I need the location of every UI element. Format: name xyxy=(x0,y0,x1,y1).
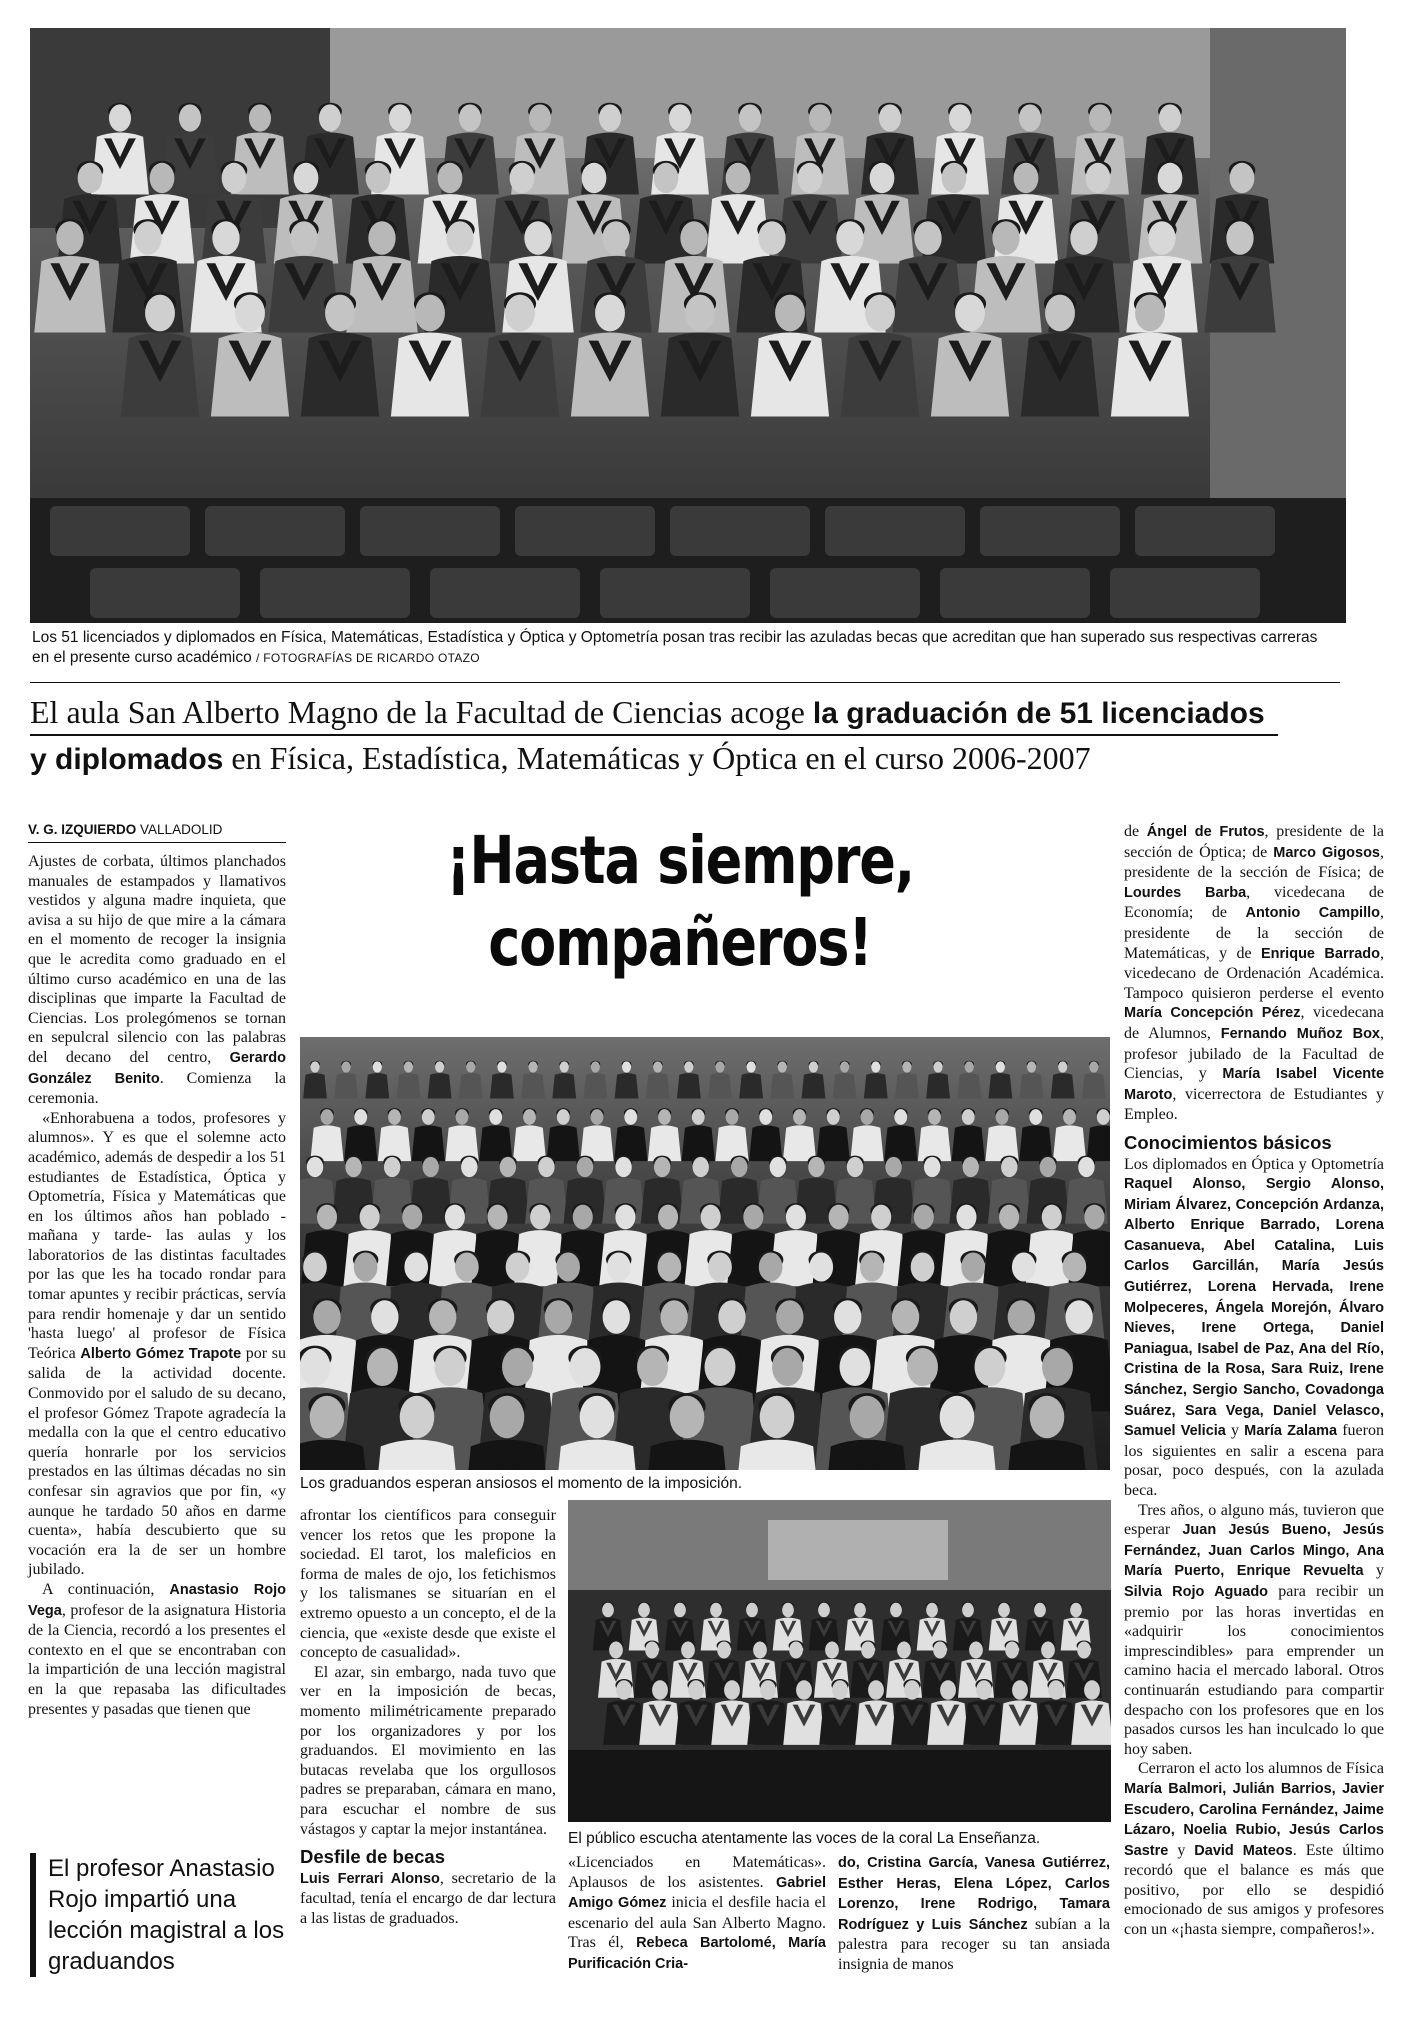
text: , vicerrectora de Estudiantes y Empleo. xyxy=(1124,1085,1384,1124)
col1-p3-text-a: A continuación, xyxy=(42,1580,170,1598)
byline-author: V. G. IZQUIERDO xyxy=(28,822,137,837)
col1-p2-text-a: «Enhorabuena a todos, profesores y alumnos». Y es que el solemne acto académico, además de despedir a los 51 estudiantes de Estadística, Óptica y Optometría, Física y Matemáticas que en los últimos años han poblado -mañana y tarde- las aulas y los laboratorios de las distintas facultades por las que les ha tocado rondar para tomar apuntes y recibir prácticas, servía para rendir homenaje y dar un sentido 'hasta luego' al profesor de Física Teórica xyxy=(28,1109,286,1362)
person-name: Marco Gigosos xyxy=(1273,844,1380,861)
person-names: Juan Jesús Bueno, Jesús Fernández, Juan Carlos Mingo, Ana María Puerto, Enrique Revuelta xyxy=(1124,1522,1385,1580)
photo-credit: / FOTOGRAFÍAS DE RICARDO OTAZO xyxy=(256,651,480,665)
col1-paragraph-2 xyxy=(28,1109,286,1580)
person-names: Rebeca Bartolomé, María Purificación Cria- xyxy=(568,1935,826,1972)
text: Los diplomados en Óptica y Optometría xyxy=(1124,1155,1384,1173)
person-name: María Isabel Vicente Maroto xyxy=(1124,1066,1385,1103)
col1-p1-text-a: Ajustes de corbata, últimos planchados manuales de estampados y llamativos vestidos y alguna madre inquieta, que avisa a su hijo de que mire a la cámara en el momento de recoger la insignia que le acredita como graduado en el último curso académico en una de las disciplinas que imparte la Facultad de Ciencias. Los prolegómenos se tornan en sepulcral silencio con las palabras del decano del centro, xyxy=(28,853,286,1066)
text: . Este último recordó que el balance es más que positivo, por ello se despidió emocionado de sus amigos y profesores con un «¡hasta siempre, compañeros!». xyxy=(1124,1841,1384,1939)
person-name: María Zalama xyxy=(1244,1423,1338,1440)
text: de xyxy=(1124,823,1147,840)
choir-photo xyxy=(568,1500,1111,1822)
text: y xyxy=(1225,1422,1245,1440)
col1-p3-text-b: , profesor de la asignatura Historia de la Ciencia, recordó a los presentes el contexto en el que se encontraban con la impartición de una lección magistral en la que repasaba las dificultades presentes y pasadas que tienen que xyxy=(28,1601,286,1718)
text: , presidente de la sección de Óptica; de xyxy=(1124,823,1384,861)
col2-paragraph-2: El azar, sin embargo, nada tuvo que ver en la imposición de becas, momento milimétricamente preparado por los organizadores y por los graduandos. El movimiento en las butacas revelaba que los orgullosos padres se preparaban, cámara en mano, para escuchar el nombre de sus vástagos y captar la mejor instantánea. xyxy=(300,1663,556,1838)
col4-text: subían a la palestra para recoger su tan ansiada insignia de manos xyxy=(838,1915,1111,1973)
text: fueron los siguientes en salir a escena para posar, poco después, con la azulada beca. xyxy=(1124,1422,1384,1499)
col5-paragraph-1 xyxy=(1124,822,1384,1125)
text: , presidente de la sección de Física; de xyxy=(1124,843,1384,882)
col3-paragraph-1 xyxy=(568,1853,826,1975)
person-name: María Concepción Pérez xyxy=(1124,1005,1301,1022)
headline xyxy=(368,820,991,984)
person-name: Fernando Muñoz Box xyxy=(1220,1025,1380,1042)
person-name: Silvia Rojo Aguado xyxy=(1124,1583,1269,1600)
text: Cerraron el acto los alumnos de Física xyxy=(1138,1760,1384,1778)
deck-part2: en Física, Estadística, Matemáticas y Óptica en el curso 2006-2007 xyxy=(223,740,1091,776)
headline-line-2: compañeros! xyxy=(488,904,872,981)
person-names: do, Cristina García, Vanesa Gutiérrez, Esther Heras, Elena López, Carlos Lorenzo, Irene Rodrigo, Tamara Rodríguez y Luis Sánchez xyxy=(838,1855,1110,1933)
person-name: Luis Ferrari Alonso xyxy=(300,1870,440,1887)
article-column-4 xyxy=(838,1853,1110,1975)
person-name: Antonio Campillo xyxy=(1245,905,1381,922)
graduates-group-photo xyxy=(30,28,1346,623)
article-column-1 xyxy=(28,852,286,1719)
deck-top-rule xyxy=(30,682,1340,683)
person-names: Raquel Alonso, Sergio Alonso, Miriam Álvarez, Concepción Ardanza, Alberto Enrique Barrado, Lorena Casanueva, Abel Catalina, Luis Carlos Garcillán, María Jesús Gutiérrez, Lorena Hervada, Irene Molpeceres, Ángela Morejón, Álvaro Nieves, Irene Ortega, Daniel Paniagua, Isabel de Paz, Ana del Río, Cristina de la Rosa, Sara Ruiz, Irene Sánchez, Sergio Sancho, Covadonga Suárez, Sara Vega, Daniel Velasco, Samuel Velicia xyxy=(1124,1176,1384,1440)
top-photo-caption-text: Los 51 licenciados y diplomados en Física, Matemáticas, Estadística y Óptica y Optometría posan tras recibir las azuladas becas que acreditan que han superado sus respectivas carreras en el presente curso académico xyxy=(32,629,1318,666)
bottom-photo-caption: El público escucha atentamente las voces de la coral La Enseñanza. xyxy=(568,1830,1041,1847)
headline-line-1: ¡Hasta siempre, xyxy=(445,822,915,899)
col5-paragraph-4 xyxy=(1124,1759,1384,1939)
text: , presidente de la sección de Matemáticas, y de xyxy=(1124,904,1385,962)
deck-underline xyxy=(30,734,1278,736)
text: para recibir un premio por las horas invertidas en «adquirir los conocimientos imprescindibles» para emprender un camino hacia el mercado laboral. Otros continuarán estudiando para compartir despacho con los profesores que en los pasados cursos les han inculcado lo que hoy saben. xyxy=(1124,1582,1385,1758)
col5-paragraph-2 xyxy=(1124,1155,1384,1501)
middle-photo-caption: Los graduandos esperan ansiosos el momento de la imposición. xyxy=(300,1475,743,1492)
article-deck xyxy=(30,690,1280,782)
text: , vicedecano de Ordenación Académica. Tampoco quisieron perderse el evento xyxy=(1124,944,1385,1002)
article-column-2 xyxy=(300,1506,556,1928)
col2-paragraph-3 xyxy=(300,1869,556,1929)
top-photo-caption xyxy=(32,628,1332,668)
person-name: Enrique Barrado xyxy=(1261,945,1381,962)
person-names: María Balmori, Julián Barrios, Javier Escudero, Carolina Fernández, Jaime Lázaro, Noelia Rubio, Jesús Carlos Sastre xyxy=(1124,1780,1384,1859)
deck-bold: la graduación de 51 licenciados y diplomados xyxy=(30,697,1265,776)
col5-paragraph-3 xyxy=(1124,1501,1384,1760)
text: , vicedecana de Alumnos, xyxy=(1124,1004,1384,1042)
deck-part1: El aula San Alberto Magno de la Facultad de Ciencias acoge xyxy=(30,694,813,730)
subhead-desfile: Desfile de becas xyxy=(300,1846,445,1868)
col3-text-b: inicia el desfile hacia el escenario del aula San Alberto Magno. Tras él, xyxy=(568,1894,827,1952)
col1-p2-text-b: por su salida de la actividad docente. Conmovido por el saludo de su decano, el profesor Gómez Trapote agradecía la medalla con la que el centro educativo quería honrarle por los servicios prestados en las últimas décadas no sin confesar sin agravios que por fin, «y aunque he tardado 50 años en darme cuenta», había descubierto que su vocación era la de ser un hombre jubilado. xyxy=(28,1344,286,1579)
article-column-3 xyxy=(568,1853,826,1975)
col2-p3-text: , secretario de la facultad, tenía el encargo de dar lectura a las listas de graduados. xyxy=(300,1869,557,1927)
person-name: Gabriel Amigo Gómez xyxy=(568,1874,826,1912)
person-name: Gerardo González Benito xyxy=(28,1049,286,1087)
col1-paragraph-1 xyxy=(28,852,286,1109)
text: Tres años, o alguno más, tuvieron que esperar xyxy=(1124,1501,1384,1539)
text: , vicedecana de Economía; de xyxy=(1124,883,1384,922)
text: , profesor jubilado de la Facultad de Ciencias, y xyxy=(1124,1024,1384,1083)
person-name: Ángel de Frutos xyxy=(1146,824,1265,840)
person-name: Alberto Gómez Trapote xyxy=(80,1345,242,1362)
col1-p1-text-b: . Comienza la ceremonia. xyxy=(28,1069,286,1108)
text: y xyxy=(1363,1562,1384,1580)
col1-paragraph-3 xyxy=(28,1580,286,1719)
byline xyxy=(28,822,286,843)
person-name: Anastasio Rojo Vega xyxy=(28,1581,286,1619)
col4-paragraph-1 xyxy=(838,1853,1110,1975)
person-name: Lourdes Barba xyxy=(1124,884,1247,901)
article-column-5 xyxy=(1124,822,1384,1940)
pull-quote: El profesor Anastasio Rojo impartió una lección magistral a los graduandos xyxy=(30,1853,303,1977)
person-name: David Mateos xyxy=(1194,1842,1293,1859)
col3-text-a: «Licenciados en Matemáticas». Aplausos de los asistentes. xyxy=(568,1854,826,1891)
byline-location: VALLADOLID xyxy=(140,822,223,837)
text: y xyxy=(1168,1841,1195,1859)
col2-paragraph-1: afrontar los científicos para conseguir vencer los retos que les propone la sociedad. El tarot, los maleficios en forma de males de ojo, los fetichismos y los talismanes se situarían en el extremo opuesto a un concepto, el de la ciencia, que «existe desde que existe el concepto de casualidad». xyxy=(300,1507,556,1662)
subhead-conocimientos: Conocimientos básicos xyxy=(1124,1131,1332,1153)
audience-photo xyxy=(300,1037,1110,1470)
